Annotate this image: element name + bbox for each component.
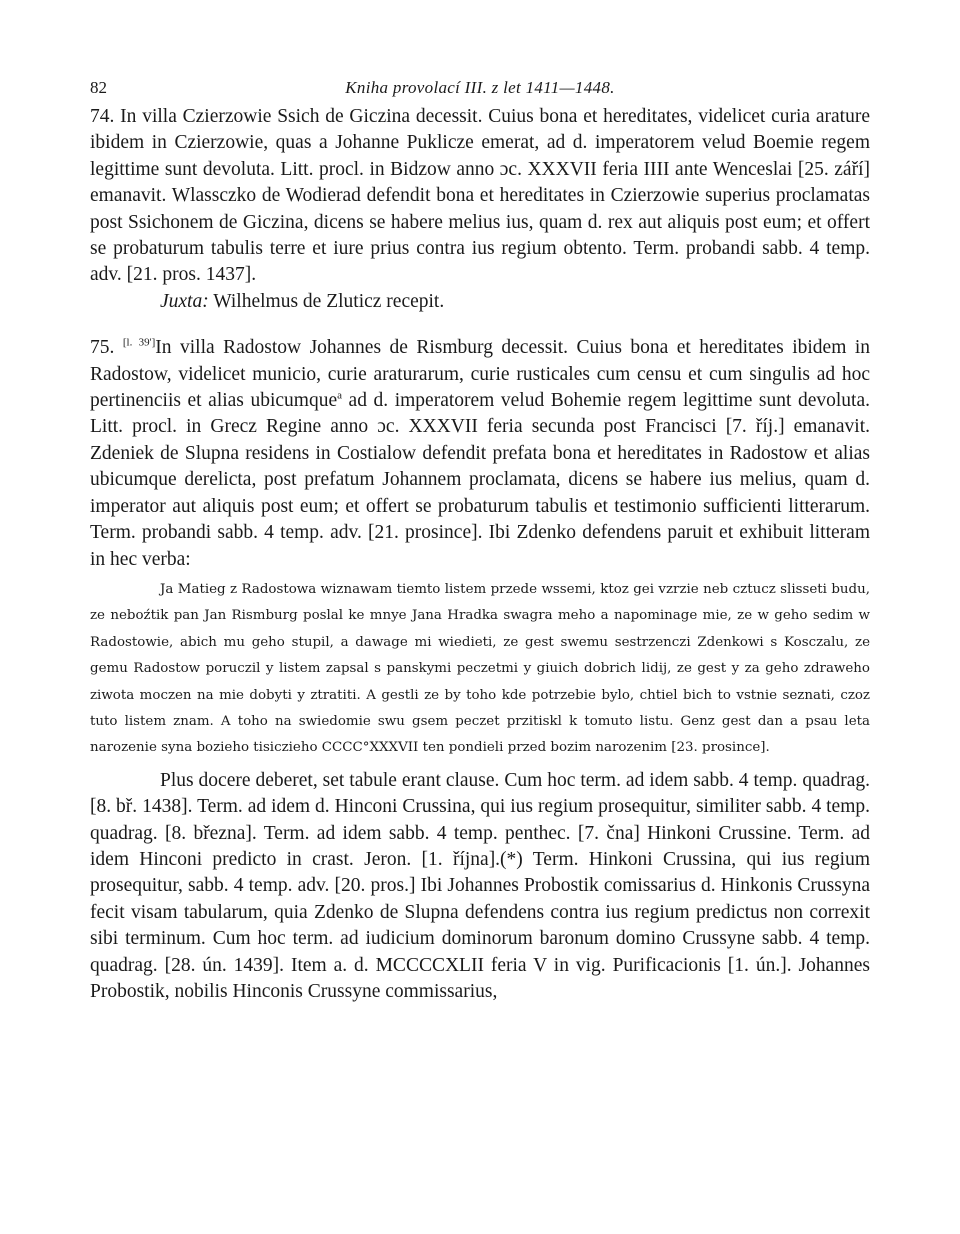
entry-74-paragraph: 74. In villa Czierzowie Ssich de Giczina decessit. Cuius bona et hereditates, videlicet curia arature ibidem in Czierzowie, quas a Johanne Puklicze emerat, ad d. imperatorem velud Boemie regem legittime sunt devoluta. Litt. procl. in Bidzow anno ɔc. XXXVII feria IIII ante Wenceslai [25. září] emanavit. Wlassczko de Wodierad defendit bona et hereditates in Czierzowie superius proclamatas post Ssichonem de Giczina, dicens se habere melius ius, quam d. rex aut aliquis post eum; et offert se probaturum tabulis terre et iure prius contra ius regium obtento. Term. probandi sabb. 4 temp. adv. [21. pros. 1437].: [90, 106, 870, 286]
entry-75-number: 75.: [90, 337, 115, 359]
juxta-text: Wilhelmus de Zluticz recepit.: [208, 290, 445, 312]
page-body: [90, 104, 870, 1005]
juxta-label: Juxta:: [160, 290, 209, 312]
entry-75-continuation: Plus docere deberet, set tabule erant clause. Cum hoc term. ad idem sabb. 4 temp. quadrag. [8. bř. 1438]. Term. ad idem d. Hinconi Crussina, qui ius regium prosequitur, similiter sabb. 4 temp. quadrag. [8. března]. Term. ad idem sabb. 4 temp. penthec. [7. čna] Hinkoni Crussine. Term. ad idem Hinconi predicto in crast. Jeron. [1. října].(*) Term. Hinkoni Crussina, qui ius regium prosequitur, sabb. 4 temp. adv. [20. pros.] Ibi Johannes Probostik comissarius d. Hinkonis Crussyna fecit visam tabularum, quia Zdenko de Slupna defendens contra ius regium predictus non correxit sibi terminum. Cum hoc term. ad iudicium dominorum baronum domino Crussyne sabb. 4 temp. quadrag. [28. ún. 1439]. Item a. d. MCCCCXLII feria V in vig. Purificacionis [1. ún.]. Johannes Probostik, nobilis Hinconis Crussyne commissarius,: [90, 769, 870, 1002]
running-title: Kniha provolací III. z let 1411—1448.: [345, 78, 615, 97]
page-header: [90, 70, 870, 104]
entry-75-text-b: ad d. imperatorem velud Bohemie regem legittime sunt devoluta. Litt. procl. in Grecz Regine anno ɔc. XXXVII feria secunda post Francisci [7. říj.] emanavit. Zdeniek de Slupna residens in Costialow defendit prefata bona et hereditates in Radostow et alias ubicumque derelicta, post prefatum Johannem proclamata, dicens se habere ius melius, quam d. imperator aut aliquis post eum; et offert se probaturum tabulis et testimonio sufficienti litterarum. Term. probandi sabb. 4 temp. adv. [21. prosince]. Ibi Zdenko defendens paruit et exhibuit litteram in hec verba:: [90, 390, 870, 570]
page-number: 82: [90, 78, 107, 97]
entry-separator: [90, 315, 870, 335]
quoted-letter: Ja Matieg z Radostowa wiznawam tiemto listem przede wssemi, ktoz gei vzrzie neb cztucz slisseti budu, ze neboźtik pan Jan Rismburg poslal ke mnye Jana Hradka swagra meho a napominage mie, ze w geho sedim w Radostowie, abich mu geho stupil, a dawage mi wiedieti, ze gest swemu sestrzenczi Zdenkowi s Kosczalu, ze gemu Radostow poruczil y listem zapsal s panskymi peczetmi y giuich dobrich lidij, ze gest y za geho zdraweho ziwota moczen na mie dobyti y ztratiti. A gestli ze by toho kde potrzebie bylo, chtiel bich to vstnie seznati, czoz tuto listem znam. A toho na swiedomie swu gsem peczet przitiskl k tomuto listu. Genz gest dan a psau leta narozenie syna bozieho tisiczieho CCCC°XXXVII ten pondieli przed bozim narozenim [23. prosince].: [90, 581, 870, 756]
folio-marker: [l. 39']: [122, 336, 156, 349]
entry-75-text-a: In villa Radostow Johannes de Rismburg decessit. Cuius bona et hereditates ibidem in Radostow, videlicet municio, curie araturarum, curie rusticales cum censu et cum singulis ad hoc pertinenciis et alias ubicumque: [90, 337, 871, 412]
entry-74-juxta: [90, 289, 870, 315]
entry-75-paragraph: [90, 335, 870, 573]
footnote-marker: a: [337, 389, 342, 402]
